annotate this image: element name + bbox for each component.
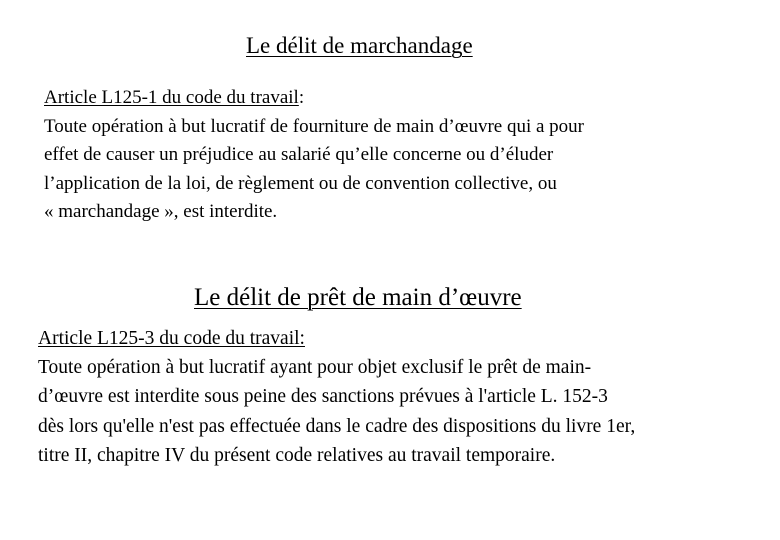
section1-title: Le délit de marchandage [246, 33, 473, 58]
section1-line-3: l’application de la loi, de règlement ou de convention collective, ou [44, 172, 557, 194]
section2-body [38, 324, 635, 470]
section2-line-4: titre II, chapitre IV du présent code relatives au travail temporaire. [38, 444, 556, 466]
section2-reference-line [38, 324, 635, 353]
section1-reference-line [44, 84, 584, 113]
section2-line-2: d’œuvre est interdite sous peine des sanctions prévues à l'article L. 152-3 [38, 386, 608, 408]
section2-title: Le délit de prêt de main d’œuvre [194, 284, 522, 311]
section1-reference-suffix: : [298, 87, 305, 108]
section1-body [44, 84, 584, 227]
section1-line-4: « marchandage », est interdite. [44, 201, 278, 222]
section2-line-3: dès lors qu'elle n'est pas effectuée dans le cadre des dispositions du livre 1er, [38, 415, 636, 437]
section2-reference: Article L125-3 du code du travail: [38, 328, 305, 349]
section1-line-1: Toute opération à but lucratif de fourniture de main d’œuvre qui a pour [44, 115, 584, 137]
section1-reference: Article L125-1 du code du travail [44, 87, 299, 108]
section2-line-1: Toute opération à but lucratif ayant pour objet exclusif le prêt de main- [38, 357, 592, 379]
section1-line-2: effet de causer un préjudice au salarié qu’elle concerne ou d’éluder [44, 144, 554, 165]
